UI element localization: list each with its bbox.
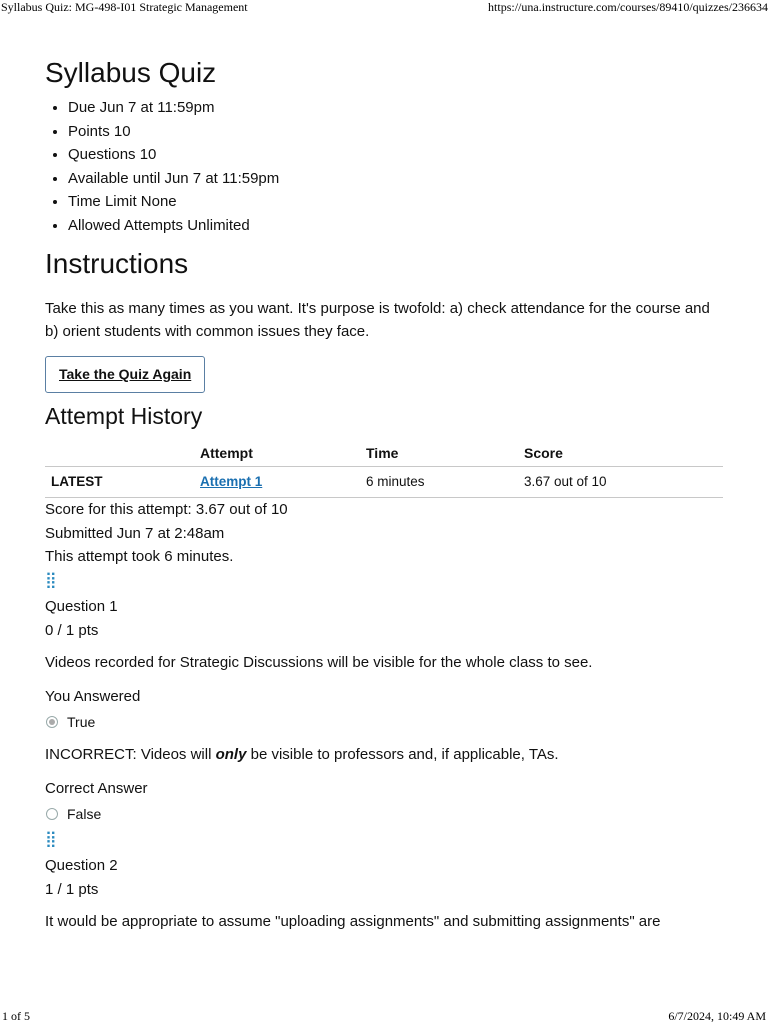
attempt-1-link[interactable]: Attempt 1 bbox=[200, 473, 263, 489]
quiz-title: Syllabus Quiz bbox=[45, 57, 217, 88]
question-2-text: It would be appropriate to assume "uploading assignments" and submitting assignments" are bbox=[45, 912, 661, 930]
score-cell: 3.67 out of 10 bbox=[518, 467, 723, 498]
attempt-history-heading: Attempt History bbox=[45, 403, 203, 429]
you-answered-value: True bbox=[67, 713, 96, 730]
detail-time-limit: • Time Limit None bbox=[68, 190, 723, 214]
take-quiz-again-button[interactable]: Take the Quiz Again bbox=[45, 356, 205, 393]
attempt-summary bbox=[45, 498, 723, 569]
quiz-content bbox=[45, 56, 723, 933]
question-2-points: 1 / 1 pts bbox=[45, 880, 99, 898]
question-1-feedback bbox=[45, 744, 723, 766]
question-2-name: Question 2 bbox=[45, 856, 118, 874]
detail-questions: • Questions 10 bbox=[68, 143, 723, 167]
time-cell: 6 minutes bbox=[360, 467, 518, 498]
latest-label: LATEST bbox=[45, 467, 194, 498]
drag-handle-icon: ⣿ bbox=[45, 571, 55, 589]
feedback-text-start: INCORRECT: Videos will bbox=[45, 745, 216, 763]
drag-handle-icon: ⣿ bbox=[45, 830, 55, 848]
feedback-text-end: be visible to professors and, if applicable, TAs. bbox=[246, 745, 559, 763]
you-answered-option bbox=[45, 714, 723, 730]
attempt-cell bbox=[194, 467, 360, 498]
print-header bbox=[0, 0, 768, 16]
quiz-details-list bbox=[45, 96, 723, 237]
question-1-points: 0 / 1 pts bbox=[45, 621, 99, 639]
question-1-text: Videos recorded for Strategic Discussions will be visible for the whole class to see. bbox=[45, 653, 593, 671]
correct-answer-label: Correct Answer bbox=[45, 779, 148, 797]
print-page-title: Syllabus Quiz: MG-498-I01 Strategic Management bbox=[1, 0, 248, 14]
feedback-emphasis: only bbox=[215, 745, 247, 763]
instructions-heading: Instructions bbox=[45, 248, 189, 279]
table-row bbox=[45, 467, 723, 498]
column-header-score: Score bbox=[518, 442, 723, 467]
attempt-score: Score for this attempt: 3.67 out of 10 bbox=[45, 501, 288, 518]
column-header-attempt: Attempt bbox=[194, 442, 360, 467]
correct-answer-value: False bbox=[67, 805, 102, 822]
instructions-text: Take this as many times as you want. It's purpose is twofold: a) check attendance for the course and b) orient students with common issues they face. bbox=[45, 300, 710, 340]
correct-answer-option bbox=[45, 806, 723, 822]
radio-selected-icon bbox=[46, 716, 58, 728]
print-url: https://una.instructure.com/courses/89410/quizzes/236634 bbox=[488, 0, 768, 14]
attempt-duration: This attempt took 6 minutes. bbox=[45, 548, 234, 565]
you-answered-label: You Answered bbox=[45, 687, 141, 705]
radio-unselected-icon bbox=[46, 808, 58, 820]
print-datetime: 6/7/2024, 10:49 AM bbox=[668, 1009, 766, 1023]
question-1-name: Question 1 bbox=[45, 597, 118, 615]
attempt-submitted: Submitted Jun 7 at 2:48am bbox=[45, 524, 225, 542]
attempt-history-table bbox=[45, 442, 723, 498]
detail-points: • Points 10 bbox=[68, 120, 723, 144]
detail-available: • Available until Jun 7 at 11:59pm bbox=[68, 167, 723, 191]
detail-attempts: • Allowed Attempts Unlimited bbox=[68, 214, 723, 238]
table-header-row bbox=[45, 442, 723, 467]
column-header-label bbox=[45, 442, 194, 467]
print-page-number: 1 of 5 bbox=[2, 1009, 30, 1023]
column-header-time: Time bbox=[360, 442, 518, 467]
detail-due: • Due Jun 7 at 11:59pm bbox=[68, 96, 723, 120]
print-footer bbox=[0, 1009, 768, 1023]
